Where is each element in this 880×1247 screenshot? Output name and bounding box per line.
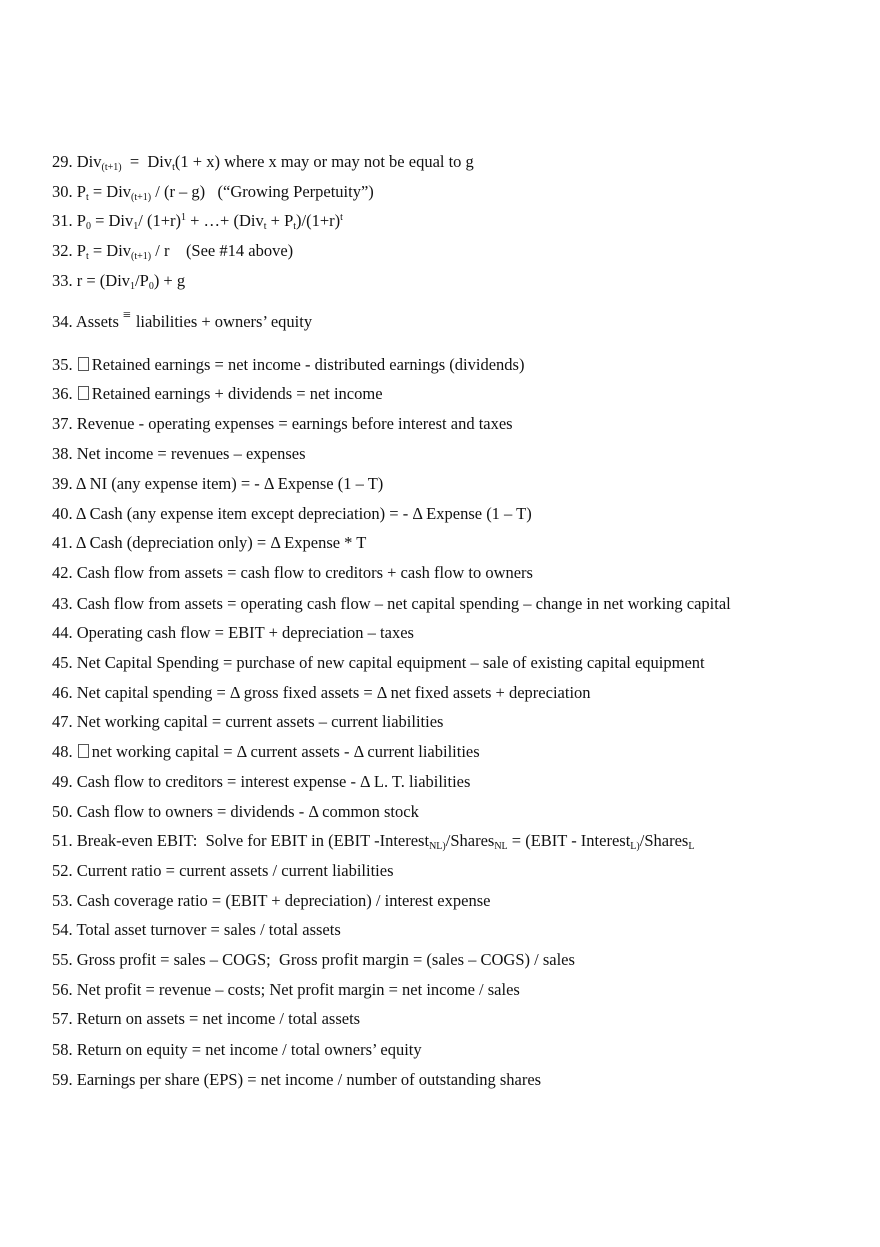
formula-number: 40. <box>52 504 73 523</box>
formula-35: 35. Retained earnings = net income - distributed earnings (dividends) <box>52 355 525 374</box>
formula-number: 48. <box>52 742 73 761</box>
formula-number: 37. <box>52 414 73 433</box>
formula-49: 49. Cash flow to creditors = interest expense - Δ L. T. liabilities <box>52 772 471 791</box>
formula-number: 58. <box>52 1040 73 1059</box>
formula-58: 58. Return on equity = net income / total owners’ equity <box>52 1040 422 1059</box>
formula-53: 53. Cash coverage ratio = (EBIT + depreciation) / interest expense <box>52 891 491 910</box>
formula-number: 46. <box>52 683 73 702</box>
formula-number: 53. <box>52 891 73 910</box>
formula-32: 32. $P_t = Div_{(t+1)} / r$ (See #14 above) <box>52 241 294 262</box>
formula-46: 46. Net capital spending = Δ gross fixed assets = Δ net fixed assets + depreciation <box>52 683 591 702</box>
formula-number: 43. <box>52 594 73 613</box>
formula-56: 56. Net profit = revenue – costs; Net profit margin = net income / sales <box>52 980 520 999</box>
formula-number: 49. <box>52 772 73 791</box>
formula-30: 30. $P_t = Div_{(t+1)} / (r - g)$ (“Growing Perpetuity”) <box>52 182 374 203</box>
formula-40: 40. Δ Cash (any expense item except depreciation) = - Δ Expense (1 – T) <box>52 504 532 523</box>
formula-36: 36. Retained earnings + dividends = net income <box>52 384 383 403</box>
formula-number: 44. <box>52 623 73 642</box>
formula-41: 41. Δ Cash (depreciation only) = Δ Expense * T <box>52 533 367 552</box>
formula-number: 47. <box>52 712 73 731</box>
formula-number: 54. <box>52 920 73 939</box>
formula-number: 56. <box>52 980 73 999</box>
formula-number: 36. <box>52 384 73 403</box>
formula-33: 33. $r = (Div_1/P_0) + g$ <box>52 271 186 292</box>
formula-43: 43. Cash flow from assets = operating cash flow – net capital spending – change in net working capital <box>52 594 731 613</box>
formula-number: 34. <box>52 312 73 331</box>
formula-number: 33. <box>52 271 73 290</box>
formula-number: 57. <box>52 1009 73 1028</box>
formula-45: 45. Net Capital Spending = purchase of new capital equipment – sale of existing capital equipment <box>52 653 705 672</box>
missing-glyph-icon <box>78 357 89 371</box>
formula-39: 39. Δ NI (any expense item) = - Δ Expense (1 – T) <box>52 474 384 493</box>
formula-number: 52. <box>52 861 73 880</box>
formula-number: 29. <box>52 152 73 171</box>
formula-29: 29. Div$_{(t+1)}$ = Div$_t$(1 + x) where x may or may not be equal to g <box>52 152 474 173</box>
formula-number: 35. <box>52 355 73 374</box>
formula-number: 30. <box>52 182 73 201</box>
equivalence-symbol: ≡ <box>122 308 130 323</box>
formula-47: 47. Net working capital = current assets – current liabilities <box>52 712 444 731</box>
formula-38: 38. Net income = revenues – expenses <box>52 444 306 463</box>
formula-54: 54. Total asset turnover = sales / total assets <box>52 920 341 939</box>
formula-number: 32. <box>52 241 73 260</box>
formula-42: 42. Cash flow from assets = cash flow to creditors + cash flow to owners <box>52 563 533 582</box>
formula-55: 55. Gross profit = sales – COGS; Gross profit margin = (sales – COGS) / sales <box>52 950 575 969</box>
formula-number: 42. <box>52 563 73 582</box>
formula-number: 51. <box>52 831 73 850</box>
missing-glyph-icon <box>78 386 89 400</box>
formula-31: 31. $P_0 = Div_1/$ $(1+r)^1$ + …+ $(Div_t + P_t)/(1+r)^t$ <box>52 211 343 232</box>
formula-51: 51. Break-even EBIT: Solve for EBIT in (EBIT -Interest$_{NL)}$/Shares$_{NL}$ = (EBIT - Interest$_{L)}$/Shares$_L$ <box>52 831 695 852</box>
formula-number: 38. <box>52 444 73 463</box>
formula-50: 50. Cash flow to owners = dividends - Δ common stock <box>52 802 419 821</box>
formula-number: 59. <box>52 1070 73 1089</box>
missing-glyph-icon <box>78 744 89 758</box>
formula-44: 44. Operating cash flow = EBIT + depreciation – taxes <box>52 623 414 642</box>
formula-59: 59. Earnings per share (EPS) = net income / number of outstanding shares <box>52 1070 542 1089</box>
formula-number: 39. <box>52 474 73 493</box>
formula-52: 52. Current ratio = current assets / current liabilities <box>52 861 394 880</box>
formula-number: 45. <box>52 653 73 672</box>
formula-number: 41. <box>52 533 73 552</box>
formula-34: 34. Assets ≡ liabilities + owners’ equity <box>52 308 313 331</box>
formula-48: 48. net working capital = Δ current assets - Δ current liabilities <box>52 742 480 761</box>
formula-number: 50. <box>52 802 73 821</box>
formula-37: 37. Revenue - operating expenses = earnings before interest and taxes <box>52 414 513 433</box>
formula-number: 31. <box>52 211 73 230</box>
formula-57: 57. Return on assets = net income / total assets <box>52 1009 361 1028</box>
formula-number: 55. <box>52 950 73 969</box>
